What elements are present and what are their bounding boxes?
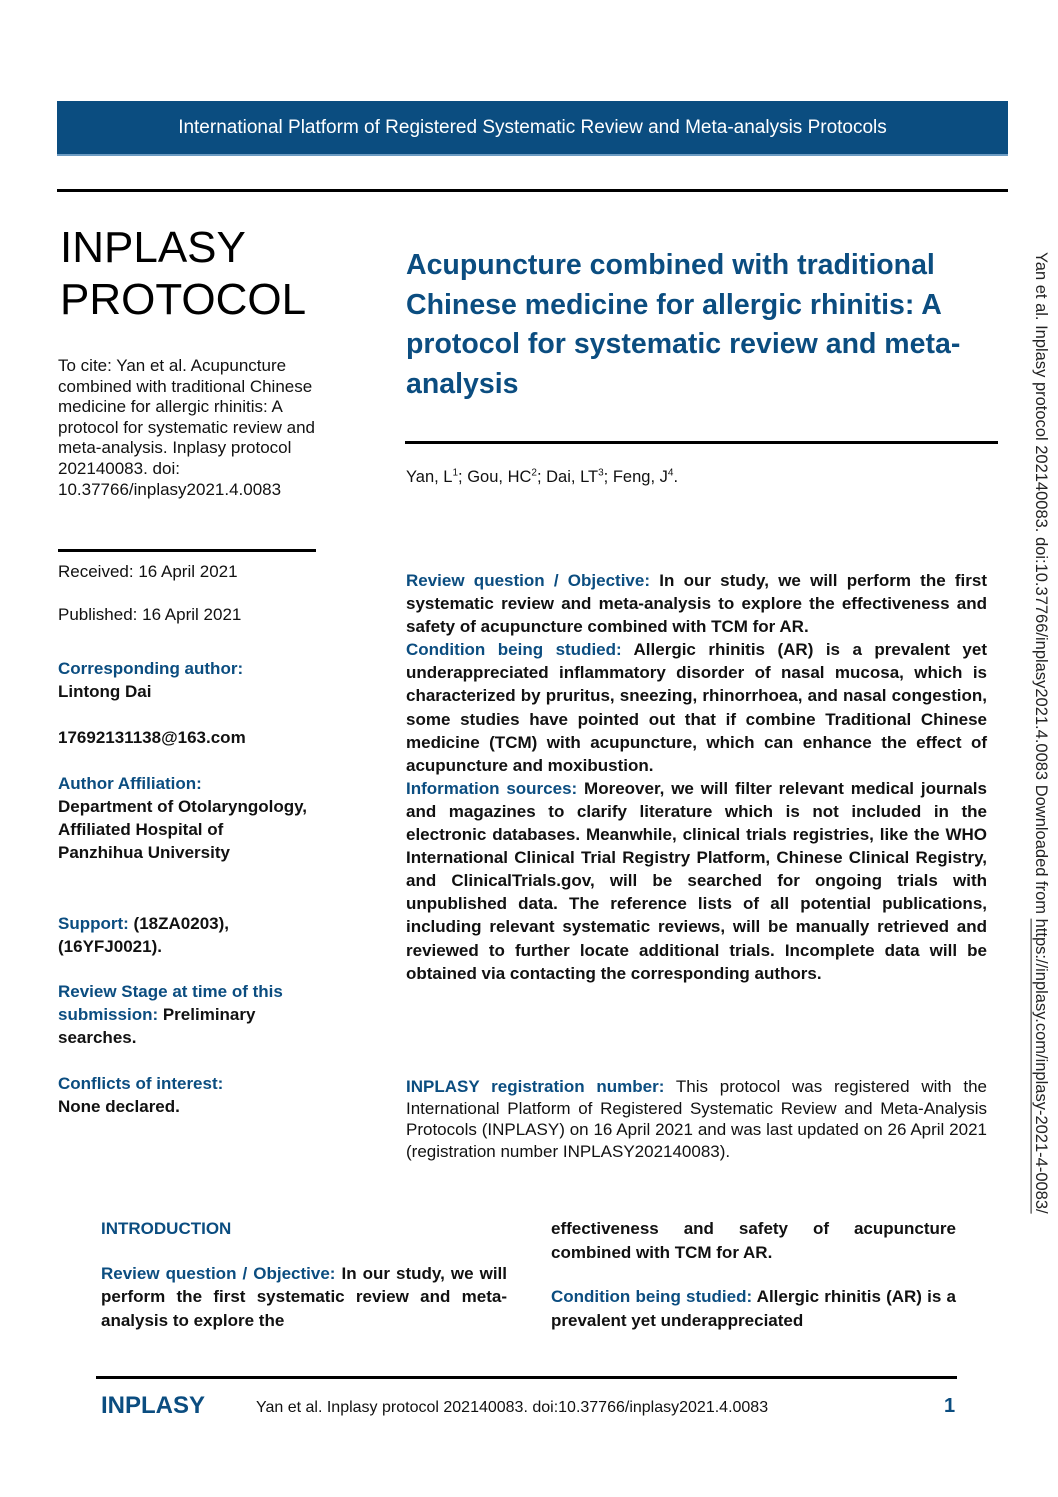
support-label: Support: (58, 914, 129, 933)
conflicts-value: None declared. (58, 1097, 180, 1116)
introduction-heading: INTRODUCTION (101, 1219, 232, 1238)
review-stage-value: Preliminary searches. (58, 1005, 256, 1047)
corresponding-author-name: Lintong Dai (58, 682, 152, 701)
footer-citation: Yan et al. Inplasy protocol 202140083. doi:10.37766/inplasy2021.4.0083 (256, 1399, 769, 1416)
abstract (406, 569, 987, 985)
author-3: Dai, $LT^3$; (546, 467, 613, 486)
conflicts-of-interest (58, 1072, 328, 1118)
introduction-column-right (551, 1217, 956, 1332)
registration-label: INPLASY registration number: (406, 1077, 665, 1096)
review-stage-label: Review Stage at time of this submission: (58, 982, 283, 1024)
corresponding-author-label: Corresponding author: (58, 659, 244, 678)
received-date: Received: 16 April 2021 (58, 562, 238, 581)
support (58, 912, 268, 958)
corresponding-author (58, 657, 328, 703)
affiliation-label: Author Affiliation: (58, 774, 202, 793)
masthead-line-2: PROTOCOL (60, 275, 307, 324)
intro-review-question: Review question / Objective: In our study, we will perform the first systematic review and meta-analysis to explore the (101, 1263, 507, 1330)
platform-banner (57, 101, 1008, 156)
author-1: Yan, $L^1$; (406, 467, 468, 486)
author-4: Feng, $J^4$. (612, 467, 679, 486)
footer-rule (96, 1376, 957, 1379)
banner-text: International Platform of Registered Systematic Review and Meta-analysis Protocols (178, 116, 887, 138)
abstract-condition: Condition being studied: Allergic rhinitis (AR) is a prevalent yet underappreciated inflammatory disorder of nasal mucosa, which is characterized by pruritus, sneezing, rhinorrhoea, and nasal congestion, some studies have pointed out that if combine Traditional Chinese medicine (TCM) with acupuncture, which can enhance the effect of acupuncture and moxibustion. (406, 640, 987, 775)
page-number: 1 (944, 1395, 956, 1417)
conflicts-label: Conflicts of interest: (58, 1074, 224, 1093)
masthead-line-1: INPLASY (60, 223, 246, 272)
side-note-text: Yan et al. Inplasy protocol 202140083. doi:10.37766/inplasy2021.4.0083 Downloaded from (1032, 252, 1050, 919)
author-2: Gou, $HC^2$; (467, 467, 547, 486)
abstract-information-sources: Information sources: Moreover, we will filter relevant medical journals and magazines to clarify literature which is not included in the electronic databases. Meanwhile, clinical trials registries, like the WHO International Clinical Trial Registry Platform, Chinese Clinical Registry, and ClinicalTrials.gov, will be searched for ongoing trials with unpublished data. The reference lists of all potential publications, including relevant systematic reviews, will be manually retrieved and reviewed to further locate additional trials. Incomplete data will be obtained via contacting the corresponding authors. (406, 778, 987, 983)
header-rule (57, 189, 1008, 192)
download-side-note (1031, 252, 1050, 1214)
intro-review-question-cont: effectiveness and safety of acupuncture combined with TCM for AR. (551, 1219, 956, 1262)
author-list (406, 467, 678, 487)
side-note-link[interactable]: https://inplasy.com/inplasy-2021-4-0083/ (1032, 918, 1050, 1214)
title-rule (405, 441, 998, 444)
published-date: Published: 16 April 2021 (58, 605, 242, 624)
citation-block: To cite: Yan et al. Acupuncture combined with traditional Chinese medicine for allergic rhinitis: A protocol for systematic review and meta-analysis. Inplasy protocol 202140083. doi: 10.37766/inplasy2021.4.0083 (58, 356, 315, 499)
author-affiliation (58, 772, 308, 864)
review-stage (58, 980, 328, 1049)
support-value: (18ZA0203), (16YFJ0021). (58, 914, 229, 956)
registration-text: This protocol was registered with the International Platform of Registered Systematic Review and Meta-Analysis Protocols (INPLASY) on 16 April 2021 and was last updated on 26 April 2021 (registration number INPLASY202140083). (406, 1077, 987, 1161)
footer-brand: INPLASY (101, 1392, 206, 1419)
affiliation-value: Department of Otolaryngology, Affiliated Hospital of Panzhihua University (58, 797, 308, 862)
masthead (60, 222, 306, 326)
abstract-review-question: Review question / Objective: In our study, we will perform the first systematic review and meta-analysis to explore the effectiveness and safety of acupuncture combined with TCM for AR. (406, 571, 987, 637)
registration-statement (406, 1076, 987, 1162)
citation-rule (58, 549, 316, 552)
intro-condition: Condition being studied: Allergic rhinitis (AR) is a prevalent yet underappreciated (551, 1287, 956, 1330)
author-email[interactable]: 17692131138@163.com (58, 728, 246, 747)
introduction-column-left (101, 1217, 507, 1332)
article-title: Acupuncture combined with traditional Chinese medicine for allergic rhinitis: A protocol for systematic review and meta-analysis (406, 249, 961, 400)
